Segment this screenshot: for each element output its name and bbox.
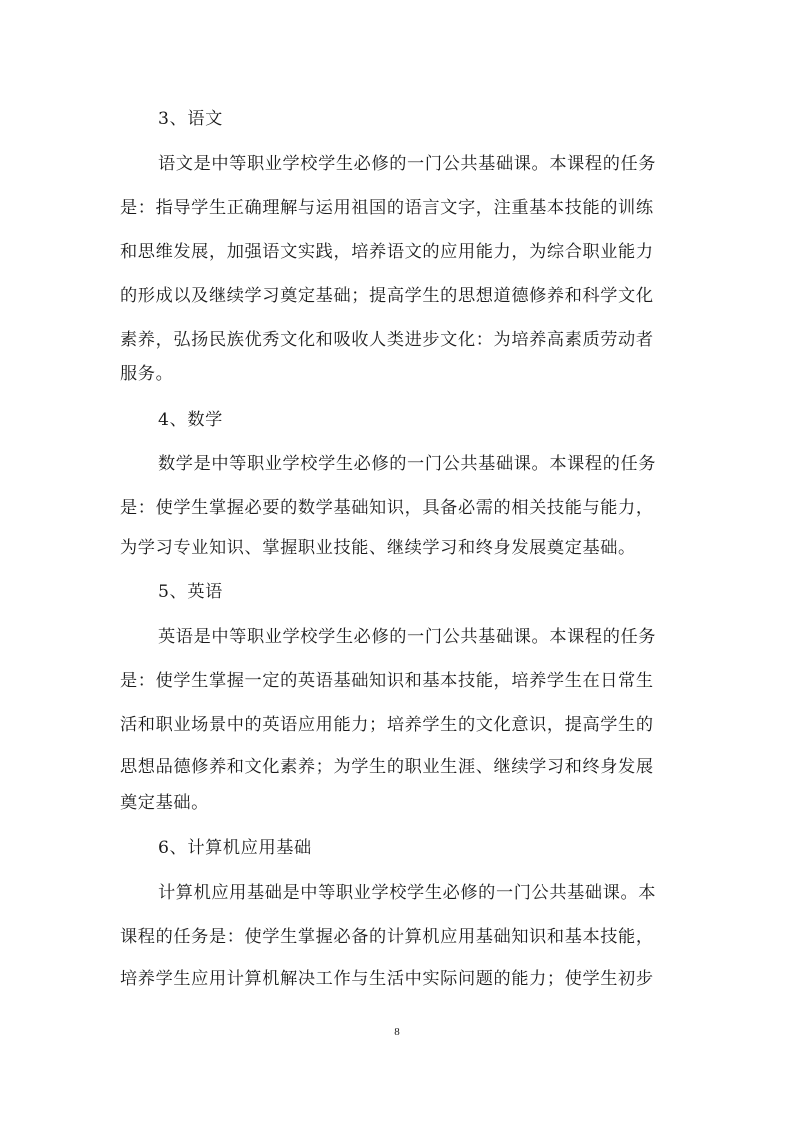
paragraph-line: 是：使学生掌握必要的数学基础知识，具备必需的相关技能与能力， bbox=[120, 498, 654, 518]
paragraph-line: 奠定基础。 bbox=[120, 793, 209, 813]
paragraph-line: 活和职业场景中的英语应用能力；培养学生的文化意识，提高学生的 bbox=[120, 715, 654, 735]
page-number: 8 bbox=[394, 1026, 400, 1038]
paragraph-line: 数学是中等职业学校学生必修的一门公共基础课。本课程的任务 bbox=[158, 454, 657, 474]
paragraph-line: 服务。 bbox=[120, 364, 174, 384]
paragraph-line: 语文是中等职业学校学生必修的一门公共基础课。本课程的任务 bbox=[158, 154, 657, 174]
paragraph-line: 培养学生应用计算机解决工作与生活中实际问题的能力；使学生初步 bbox=[120, 969, 654, 989]
paragraph-line: 素养，弘扬民族优秀文化和吸收人类进步文化：为培养高素质劳动者 bbox=[120, 330, 654, 350]
paragraph-line: 计算机应用基础是中等职业学校学生必修的一门公共基础课。本 bbox=[158, 883, 657, 903]
paragraph-line: 和思维发展，加强语文实践，培养语文的应用能力，为综合职业能力 bbox=[120, 242, 654, 262]
paragraph-line: 为学习专业知识、掌握职业技能、继续学习和终身发展奠定基础。 bbox=[120, 538, 636, 558]
paragraph-line: 是：指导学生正确理解与运用祖国的语言文字，注重基本技能的训练 bbox=[120, 198, 654, 218]
paragraph-line: 是：使学生掌握一定的英语基础知识和基本技能，培养学生在日常生 bbox=[120, 671, 654, 691]
paragraph-line: 英语是中等职业学校学生必修的一门公共基础课。本课程的任务 bbox=[158, 627, 657, 647]
section-heading-chinese: 3、语文 bbox=[158, 109, 223, 129]
section-heading-english: 5、英语 bbox=[158, 582, 223, 602]
section-heading-computer: 6、计算机应用基础 bbox=[158, 838, 312, 858]
paragraph-line: 思想品德修养和文化素养；为学生的职业生涯、继续学习和终身发展 bbox=[120, 757, 654, 777]
paragraph-line: 课程的任务是：使学生掌握必备的计算机应用基础知识和基本技能， bbox=[120, 927, 654, 947]
section-heading-math: 4、数学 bbox=[158, 410, 223, 430]
paragraph-line: 的形成以及继续学习奠定基础；提高学生的思想道德修养和科学文化 bbox=[120, 286, 654, 306]
